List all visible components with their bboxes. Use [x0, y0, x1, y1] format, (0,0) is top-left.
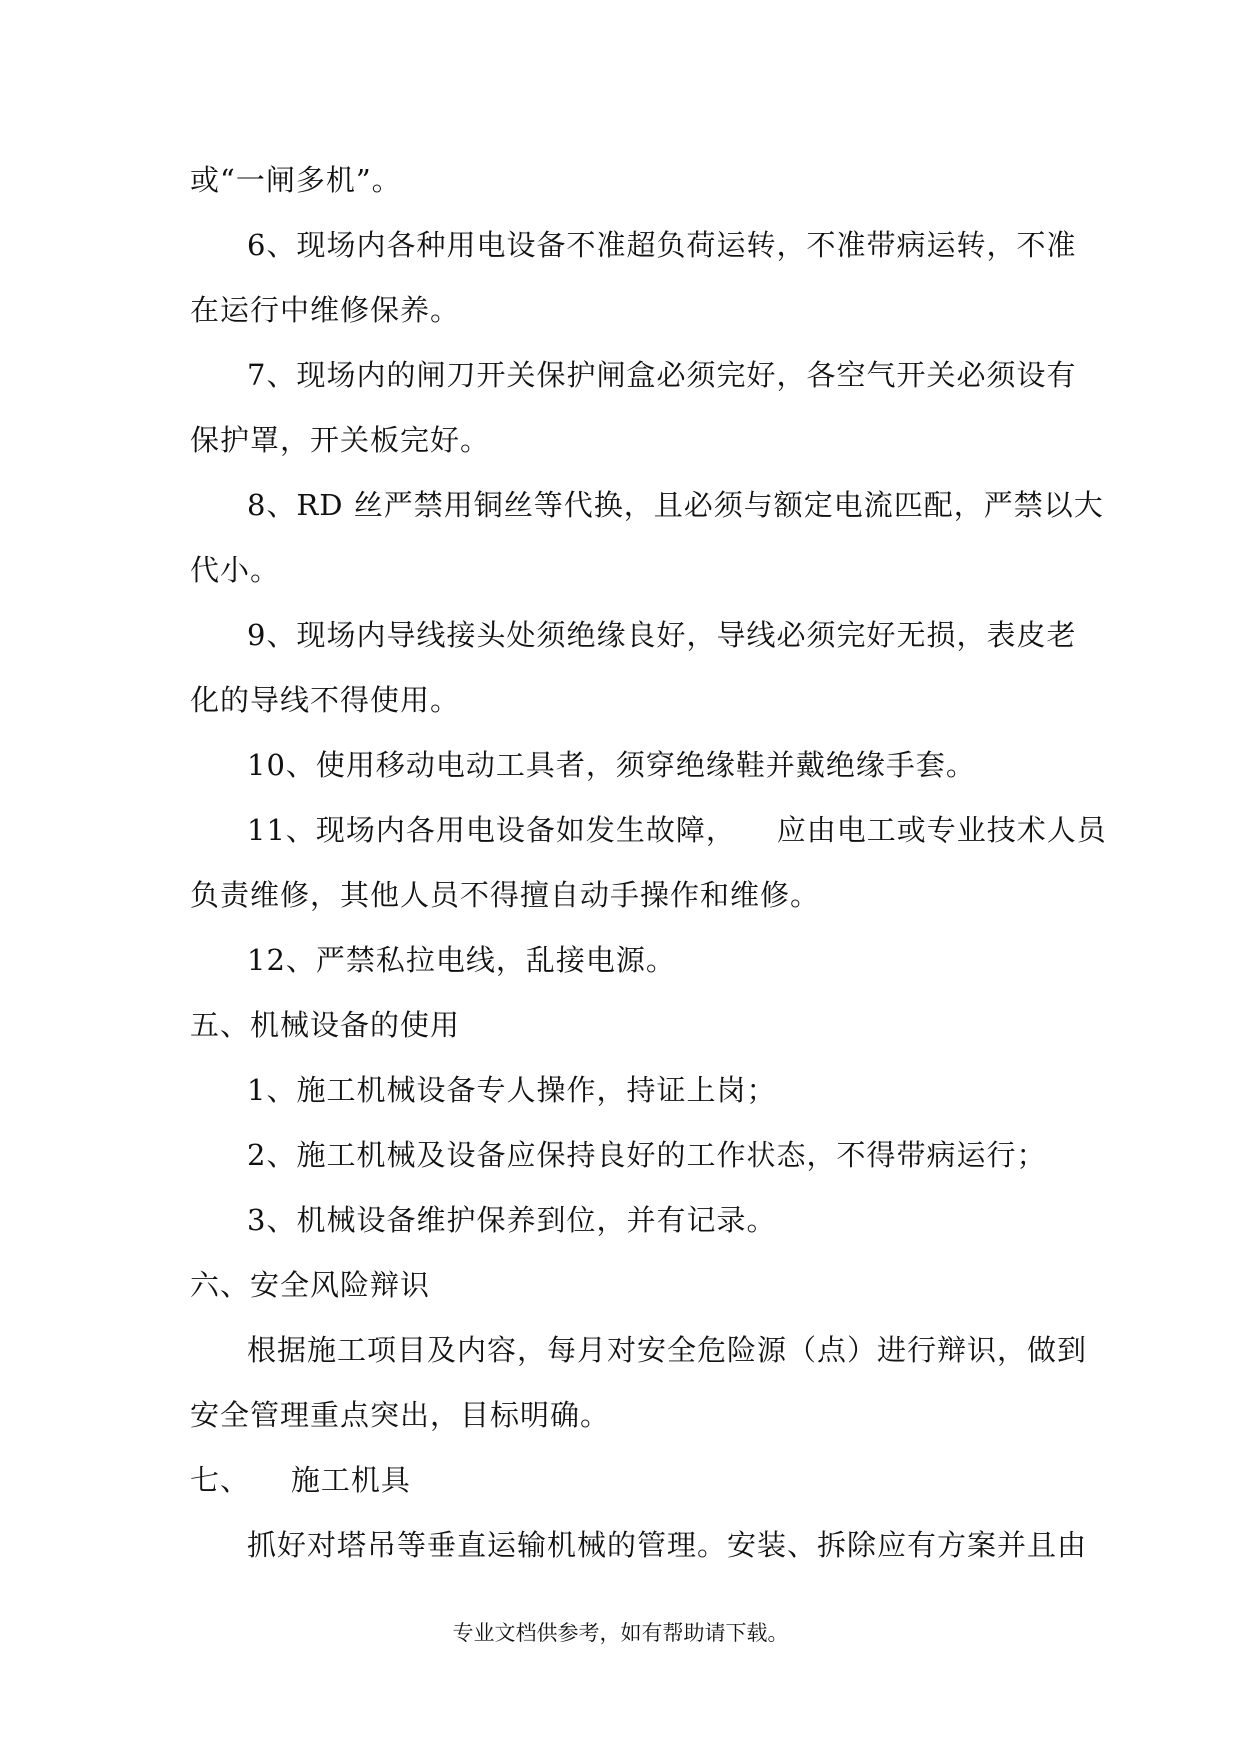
paragraph-line: 10、使用移动电动工具者，须穿绝缘鞋并戴绝缘手套。 [247, 748, 976, 782]
paragraph-line: 代小。 [190, 553, 281, 587]
paragraph-line: 1、施工机械设备专人操作，持证上岗； [247, 1073, 777, 1107]
page-footer: 专业文档供参考，如有帮助请下载。 [452, 1621, 789, 1645]
paragraph-line: 在运行中维修保养。 [190, 293, 461, 327]
paragraph-line: 11、现场内各用电设备如发生故障， 应由电工或专业技术人员 [247, 813, 1107, 847]
paragraph-line: 2、施工机械及设备应保持良好的工作状态，不得带病运行； [247, 1138, 1047, 1172]
paragraph-line: 抓好对塔吊等垂直运输机械的管理。安装、拆除应有方案并且由 [247, 1528, 1088, 1562]
paragraph-line: 12、严禁私拉电线，乱接电源。 [247, 943, 676, 977]
section-heading: 六、安全风险辩识 [190, 1268, 431, 1302]
paragraph-line: 根据施工项目及内容，每月对安全危险源（点）进行辩识，做到 [247, 1333, 1088, 1367]
paragraph-line: 6、现场内各种用电设备不准超负荷运转，不准带病运转，不准 [247, 228, 1077, 262]
paragraph-line: 或“一闸多机”。 [190, 163, 402, 197]
section-heading: 七、 施工机具 [190, 1463, 411, 1497]
paragraph-line: 负责维修，其他人员不得擅自动手操作和维修。 [190, 878, 821, 912]
section-heading: 五、机械设备的使用 [190, 1008, 461, 1042]
paragraph-line: 3、机械设备维护保养到位，并有记录。 [247, 1203, 777, 1237]
paragraph-line: 9、现场内导线接头处须绝缘良好，导线必须完好无损，表皮老 [247, 618, 1077, 652]
paragraph-line: 保护罩，开关板完好。 [190, 423, 491, 457]
paragraph-line: 8、RD 丝严禁用铜丝等代换，且必须与额定电流匹配，严禁以大 [247, 488, 1104, 522]
document-body [190, 160, 1107, 1590]
paragraph-line: 7、现场内的闸刀开关保护闸盒必须完好，各空气开关必须设有 [247, 358, 1077, 392]
paragraph-line: 化的导线不得使用。 [190, 683, 461, 717]
paragraph-line: 安全管理重点突出，目标明确。 [190, 1398, 611, 1432]
